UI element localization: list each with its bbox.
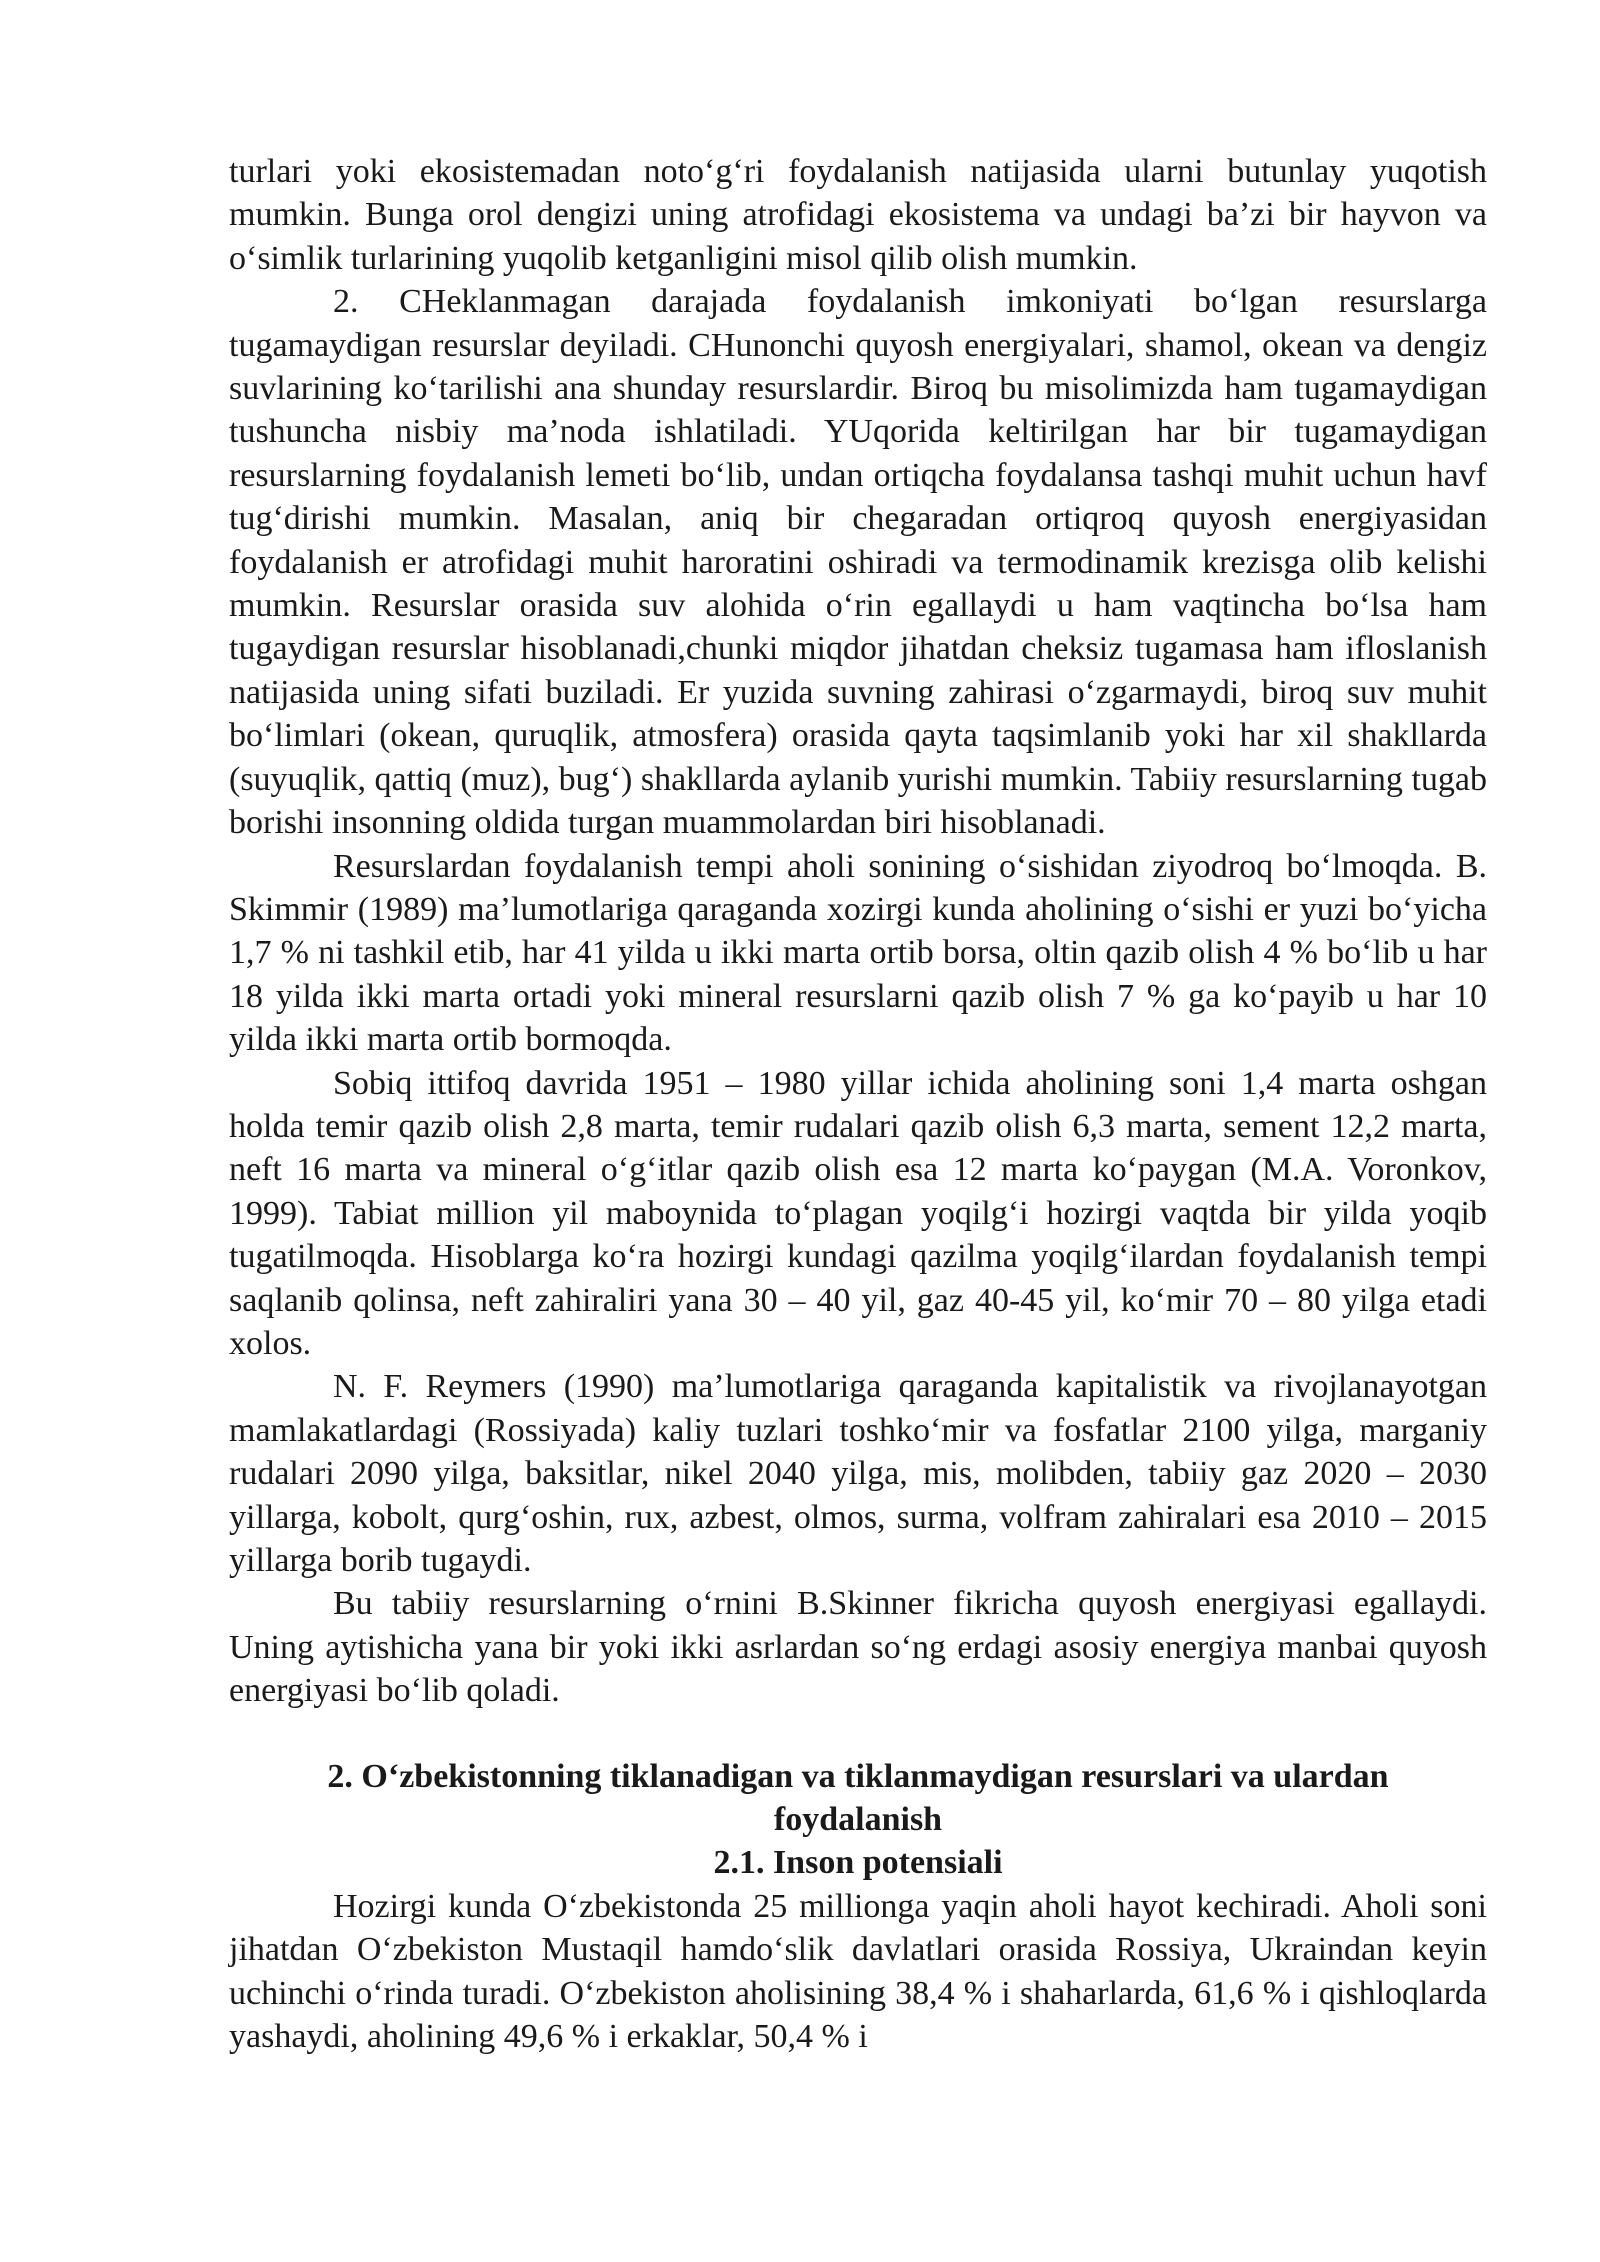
paragraph-unlimited-resources: 2. CHeklanmagan darajada foydalanish imkoniyati bo‘lgan resurslarga tugamaydigan resurslar deyiladi. CHunonchi quyosh energiyalari, shamol, okean va dengiz suvlarining ko‘tarilishi ana shunday resurslardir. Biroq bu misolimizda ham tugamaydigan tushuncha nisbiy ma’noda ishlatiladi. YUqorida keltirilgan har bir tugamaydigan resurslarning foydalanish lemeti bo‘lib, undan ortiqcha foydalansa tashqi muhit uchun havf tug‘dirishi mumkin. Masalan, aniq bir chegaradan ortiqroq quyosh energiyasidan foydalanish er atrofidagi muhit haroratini oshiradi va termodinamik krezisga olib kelishi mumkin. Resurslar orasida suv alohida o‘rin egallaydi u ham vaqtincha bo‘lsa ham tugaydigan resurslar hisoblanadi,chunki miqdor jihatdan cheksiz tugamasa ham ifloslanish natijasida uning sifati buziladi. Er yuzida suvning zahirasi o‘zgarmaydi, biroq suv muhit bo‘limlari (okean, quruqlik, atmosfera) orasida qayta taqsimlanib yoki har xil shakllarda (suyuqlik, qattiq (muz), bug‘) shakllarda aylanib yurishi mumkin. Tabiiy resurslarning tugab borishi insonning oldida turgan muammolardan biri hisoblanadi. <box>229 283 1487 842</box>
subsection-heading: 2.1. Inson potensiali <box>713 1844 1003 1882</box>
paragraph-soviet-union-stats: Sobiq ittifoq davrida 1951 – 1980 yillar ichida aholining soni 1,4 marta oshgan holda temir qazib olish 2,8 marta, temir rudalari qazib olish 6,3 marta, sement 12,2 marta, neft 16 marta va mineral o‘g‘itlar qazib olish esa 12 marta ko‘paygan (M.A. Voronkov, 1999). Tabiat million yil maboynida to‘plagan yoqilg‘i hozirgi vaqtda bir yilda yoqib tugatilmoqda. Hisoblarga ko‘ra hozirgi kundagi qazilma yoqilg‘ilardan foydalanish tempi saqlanib qolinsa, neft zahiraliri yana 30 – 40 yil, gaz 40-45 yil, ko‘mir 70 – 80 yilga etadi xolos. <box>229 1064 1487 1362</box>
paragraph-skinner-solar: Bu tabiiy resurslarning o‘rnini B.Skinner fikricha quyosh energiyasi egallaydi. Uning aytishicha yana bir yoki ikki asrlardan so‘ng erdagi asosiy energiya manbai quyosh energiyasi bo‘lib qoladi. <box>229 1585 1487 1710</box>
paragraph-reymers-data: N. F. Reymers (1990) ma’lumotlariga qaraganda kapitalistik va rivojlanayotgan mamlakatlardagi (Rossiyada) kaliy tuzlari toshko‘mir va fosfatlar 2100 yilga, marganiy rudalari 2090 yilga, baksitlar, nikel 2040 yilga, mis, molibden, tabiiy gaz 2020 – 2030 yillarga, kobolt, qurg‘oshin, rux, azbest, olmos, surma, volfram zahiralari esa 2010 – 2015 yillarga borib tugaydi. <box>229 1368 1487 1579</box>
section-heading: 2. O‘zbekistonning tiklanadigan va tiklanmaydigan resurslari va ulardan foydalanish <box>327 1757 1389 1839</box>
paragraph-population: Hozirgi kunda O‘zbekistonda 25 millionga yaqin aholi hayot kechiradi. Aholi soni jihatdan O‘zbekiston Mustaqil hamdo‘slik davlatlari orasida Rossiya, Ukraindan keyin uchinchi o‘rinda turadi. O‘zbekiston aholisining 38,4 % i shaharlarda, 61,6 % i qishloqlarda yashaydi, aholining 49,6 % i erkaklar, 50,4 % i <box>229 1887 1487 2056</box>
paragraph-resource-use-tempo: Resurslardan foydalanish tempi aholi sonining o‘sishidan ziyodroq bo‘lmoqda. B. Skimmir (1989) ma’lumotlariga qaraganda xozirgi kunda aholining o‘sishi er yuzi bo‘yicha 1,7 % ni tashkil etib, har 41 yilda u ikki marta ortib borsa, oltin qazib olish 4 % bo‘lib u har 18 yilda ikki marta ortadi yoki mineral resurslarni qazib olish 7 % ga ko‘payib u har 10 yilda ikki marta ortib bormoqda. <box>229 847 1487 1059</box>
paragraph-continuation: turlari yoki ekosistemadan noto‘g‘ri foydalanish natijasida ularni butunlay yuqotish mumkin. Bunga orol dengizi uning atrofidagi ekosistema va undagi ba’zi bir hayvon va o‘simlik turlarining yuqolib ketganligini misol qilib olish mumkin. <box>229 153 1487 277</box>
document-page <box>229 150 1487 2058</box>
